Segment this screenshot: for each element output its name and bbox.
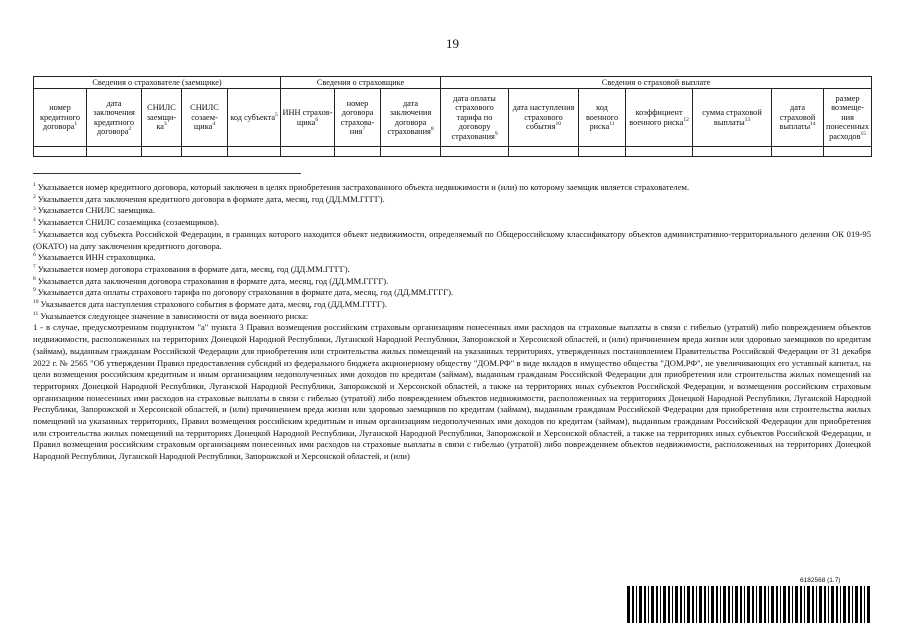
- footnote-divider: [33, 173, 301, 174]
- table-cell: [142, 147, 182, 157]
- column-header: размер возмеще-ния понесенных расходов$^{15}$: [824, 89, 872, 147]
- column-header: код субъекта$^5$: [228, 89, 281, 147]
- column-header: СНИЛС созаем-щика$^4$: [182, 89, 228, 147]
- column-header: коэффициент военного риска$^{12}$: [626, 89, 693, 147]
- footnote: $^5$ Указывается код субъекта Российской Федерации, в границах которого находится объект недвижимости, определяемый по Общероссийскому классификатору объектов административно-территориального деления ОК 019-95 (ОКАТО) на дату заключения кредитного договора.: [33, 228, 871, 251]
- column-header: дата страховой выплаты$^{14}$: [772, 89, 824, 147]
- document-code: 6182568 (1.7): [800, 577, 841, 584]
- column-header: дата наступления страхового события$^{10}$: [509, 89, 579, 147]
- table-cell: [441, 147, 509, 157]
- footnote: $^2$ Указывается дата заключения кредитного договора в формате дата, месяц, год (ДД.ММ.ГГГГ).: [33, 193, 385, 204]
- footnote: $^1$ Указывается номер кредитного договора, который заключен в целях приобретения застрахованного объекта недвижимости и (или) по которому заемщик является страхователем.: [33, 182, 690, 192]
- column-header: СНИЛС заемщи-$ка^3$: [142, 89, 182, 147]
- table-cell: [626, 147, 693, 157]
- column-header: номер кредитного договора$^1$: [34, 89, 87, 147]
- table-cell: [34, 147, 87, 157]
- group-header-policyholder: Сведения о страхователе (заемщике): [34, 77, 281, 89]
- table-cell: [87, 147, 142, 157]
- group-header-insurer: Сведения о страховщике: [281, 77, 441, 89]
- table-cell: [335, 147, 381, 157]
- footnote: $^9$ Указывается дата оплаты страхового тарифа по договору страхования в формате дата, месяц, год (ДД.ММ.ГГГГ).: [33, 287, 454, 298]
- table-cell: [281, 147, 335, 157]
- table-cell: [824, 147, 872, 157]
- column-header: сумма страховой выплаты$^{13}$: [693, 89, 772, 147]
- risk-code-paragraph: 1 - в случае, предусмотренном подпунктом "а" пункта 3 Правил возмещения российским страховым организациям понесенных ими расходов на страховые выплаты в связи с гибелью (утратой) либо повреждением объектов недвижимости, расположенных на территориях Донецкой Народной Республики, Луганской Народной Республики, Запорожской и Херсонской областей, и (или) причинением вреда жизни или здоровью заемщиков по кредитам (займам), выданным гражданам Российской Федерации для приобретения или строительства жилых помещений на указанных территориях, утвержденных постановлением Правительства Российской Федерации от 31 декабря 2022 г. № 2565 "Об утверждении Правил предоставления субсидий из федерального бюджета акционерному обществу "ДОМ.РФ" в виде вкладов в имущество общества "ДОМ.РФ", не увеличивающих его уставный капитал, на цели возмещения российским кредитным и иным организациям недополученных ими доходов по кредитам (займам), выданным гражданам Российской Федерации для приобретения или строительства жилых помещений на территориях Донецкой Народной Республики, Луганской Народной Республики, Запорожской и Херсонской областей, а также на территориях иных субъектов Российской Федерации, и возмещения российским страховым организациям понесенных ими расходов на страховые выплаты в связи с гибелью (утратой) либо повреждением объектов недвижимости, расположенных на территориях Донецкой Народной Республики, Луганской Народной Республики, Запорожской и Херсонской областей, и (или) причинением вреда жизни или здоровью заемщиков по кредитам (займам), выданным гражданам Российской Федерации для приобретения или строительства жилых помещений на указанных территориях, Правил возмещения российским кредитным и иным организациям недополученных ими доходов по кредитам (займам), выданным гражданам Российской Федерации для приобретения или строительства жилых помещений на территориях Донецкой Народной Республики, Луганской Народной Республики, Запорожской и Херсонской областей, а также на территориях иных субъектов Российской Федерации, и Правил возмещения российским страховым организациям понесенных ими расходов на страховые выплаты в связи с гибелью (утратой) либо повреждением объектов недвижимости, расположенных на территориях Донецкой Народной Республики, Луганской Народной Республики, Запорожской и Херсонской областей, и (или): [33, 322, 871, 462]
- column-header-row: [34, 89, 872, 147]
- footnote: $^3$ Указывается СНИЛС заемщика.: [33, 205, 155, 216]
- column-header: ИНН страхов-щика$^6$: [281, 89, 335, 147]
- column-header: дата заключения кредитного договора$^2$: [87, 89, 142, 147]
- table-cell: [772, 147, 824, 157]
- empty-table-row: [34, 147, 872, 157]
- table-cell: [228, 147, 281, 157]
- column-header: дата оплаты страхового тарифа по договору страхования$^9$: [441, 89, 509, 147]
- column-header: дата заключения договора страхования$^8$: [381, 89, 441, 147]
- footnote: $^{10}$ Указывается дата наступления страхового события в формате дата, месяц, год (ДД.ММ.ГГГГ).: [33, 299, 387, 310]
- insurance-payout-table: [33, 76, 872, 157]
- footnote: $^4$ Указывается СНИЛС созаемщика (созаемщиков).: [33, 217, 219, 228]
- table-cell: [693, 147, 772, 157]
- barcode-icon: [627, 586, 872, 623]
- group-header-payout: Сведения о страховой выплате: [441, 77, 872, 89]
- column-header: код военного риска$^{11}$: [579, 89, 626, 147]
- footnote: $^{11}$ Указывается следующее значение в зависимости от вида военного риска:: [33, 310, 309, 321]
- column-header: номер договора страхова-ния$^7$: [335, 89, 381, 147]
- footnotes-section: [33, 182, 871, 463]
- table-cell: [381, 147, 441, 157]
- footnote: $^6$ Указывается ИНН страховщика.: [33, 252, 156, 263]
- page-number: 19: [446, 36, 459, 51]
- table-cell: [509, 147, 579, 157]
- footnote: $^8$ Указывается дата заключения договора страхования в формате дата, месяц, год (ДД.ММ.ГГГГ).: [33, 275, 389, 286]
- table-cell: [182, 147, 228, 157]
- table-cell: [579, 147, 626, 157]
- footnote: $^7$ Указывается номер договора страхования в формате дата, месяц, год (ДД.ММ.ГГГГ).: [33, 263, 350, 274]
